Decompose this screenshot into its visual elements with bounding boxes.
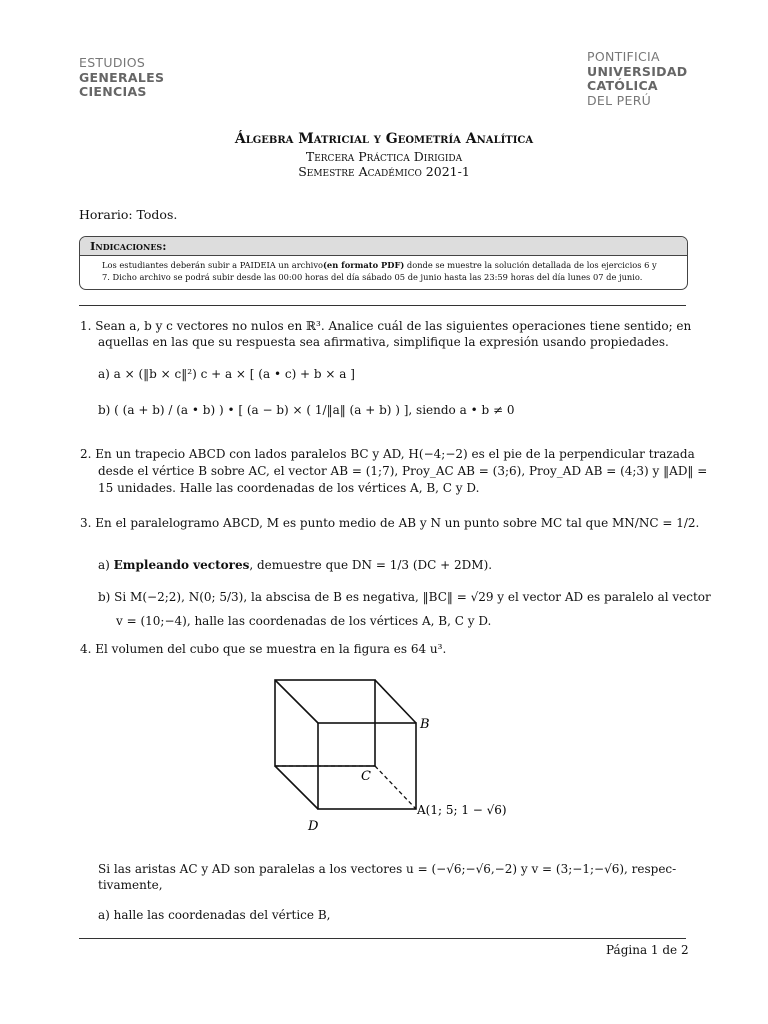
indicaciones-text [80, 256, 687, 283]
header-right-logo [587, 50, 687, 108]
cube-edge-tr [375, 680, 416, 723]
cube-figure [270, 676, 540, 836]
document-subtitle-2: Semestre Académico 2021-1 [298, 164, 470, 179]
document-subtitle-1: Tercera Práctica Dirigida [305, 149, 463, 164]
header-right-line4: DEL PERÚ [587, 92, 652, 108]
header-left-line1: ESTUDIOS [79, 55, 146, 70]
label-C: C [361, 769, 371, 784]
indicaciones-text-b: donde se muestre la solución detallada de los ejercicios 6 y [404, 260, 657, 270]
page-number: Página 1 de 2 [606, 943, 689, 957]
q4-line1: 4. El volumen del cubo que se muestra en la figura es 64 u³. [80, 642, 447, 656]
cube-edge-tl [275, 680, 318, 723]
header-left-line2: GENERALES [79, 69, 165, 85]
q4-item-a: a) halle las coordenadas del vértice B, [98, 908, 331, 922]
q1-item-b: b) ( (a + b) / (a • b) ) • [ (a − b) × ( 1/‖a‖ (a + b) ) ], siendo a • b ≠ 0 [98, 403, 515, 417]
q3-item-b-line1: b) Si M(−2;2), N(0; 5/3), la abscisa de B es negativa, ‖BC‖ = √29 y el vector AD es paralelo al vector [98, 590, 711, 604]
q2-line3: 15 unidades. Halle las coordenadas de los vértices A, B, C y D. [98, 481, 480, 495]
indicaciones-heading: Indicaciones: [80, 237, 687, 256]
q3-line1: 3. En el paralelogramo ABCD, M es punto medio de AB y N un punto sobre MC tal que MN/NC = 1/2. [80, 516, 700, 530]
document-title: Álgebra Matricial y Geometría Analítica [234, 131, 534, 147]
cube-edge-bl [275, 766, 318, 809]
bottom-divider [79, 938, 686, 939]
label-B: B [420, 717, 430, 732]
q3-item-a: a) Empleando vectores, demuestre que DN = 1/3 (DC + 2DM). [98, 558, 493, 572]
q4-line2: Si las aristas AC y AD son paralelas a los vectores u = (−√6;−√6,−2) y v = (3;−1;−√6), respec- [98, 862, 677, 876]
header-right-line3: CATÓLICA [587, 78, 658, 93]
indicaciones-text-a: Los estudiantes deberán subir a PAIDEIA un archivo [102, 260, 323, 270]
q2-line2: desde el vértice B sobre AC, el vector AB = (1;7), Proy_AC AB = (3;6), Proy_AD AB = (4;3) y ‖AD‖ = [98, 464, 708, 478]
indicaciones-text-c: 7. Dicho archivo se podrá subir desde las 00:00 horas del día sábado 05 de junio hasta las 23:59 horas del día lunes 07 de junio. [102, 272, 643, 282]
label-D: D [308, 819, 319, 834]
indicaciones-text-bold: (en formato PDF) [323, 260, 405, 270]
header-left-line3: CIENCIAS [79, 84, 147, 99]
top-divider [79, 305, 686, 306]
cube-hidden-edge-2 [375, 766, 416, 809]
q4-line3: tivamente, [98, 878, 163, 892]
q2-line1: 2. En un trapecio ABCD con lados paralelos BC y AD, H(−4;−2) es el pie de la perpendicular trazada [80, 447, 695, 461]
label-A: A(1; 5; 1 − √6) [417, 803, 507, 817]
header-right-line2: UNIVERSIDAD [587, 63, 688, 79]
header-left-logo [79, 56, 164, 100]
q1-line1: 1. Sean a, b y c vectores no nulos en ℝ³. Analice cuál de las siguientes operaciones tiene sentido; en [80, 319, 692, 333]
horario-text: Horario: Todos. [79, 207, 178, 222]
q1-item-a: a) a × (‖b × c‖²) c + a × [ (a • c) + b × a ] [98, 367, 355, 381]
q3-item-a-rest: , demuestre que DN = 1/3 (DC + 2DM). [249, 558, 493, 572]
q3-item-a-bold: Empleando vectores [113, 558, 250, 572]
header-right-line1: PONTIFICIA [587, 49, 660, 64]
q3-item-b-line2: v = (10;−4), halle las coordenadas de los vértices A, B, C y D. [116, 614, 492, 628]
indicaciones-box [79, 236, 688, 290]
q1-line2: aquellas en las que su respuesta sea afirmativa, simplifique la expresión usando propiedades. [98, 335, 669, 349]
